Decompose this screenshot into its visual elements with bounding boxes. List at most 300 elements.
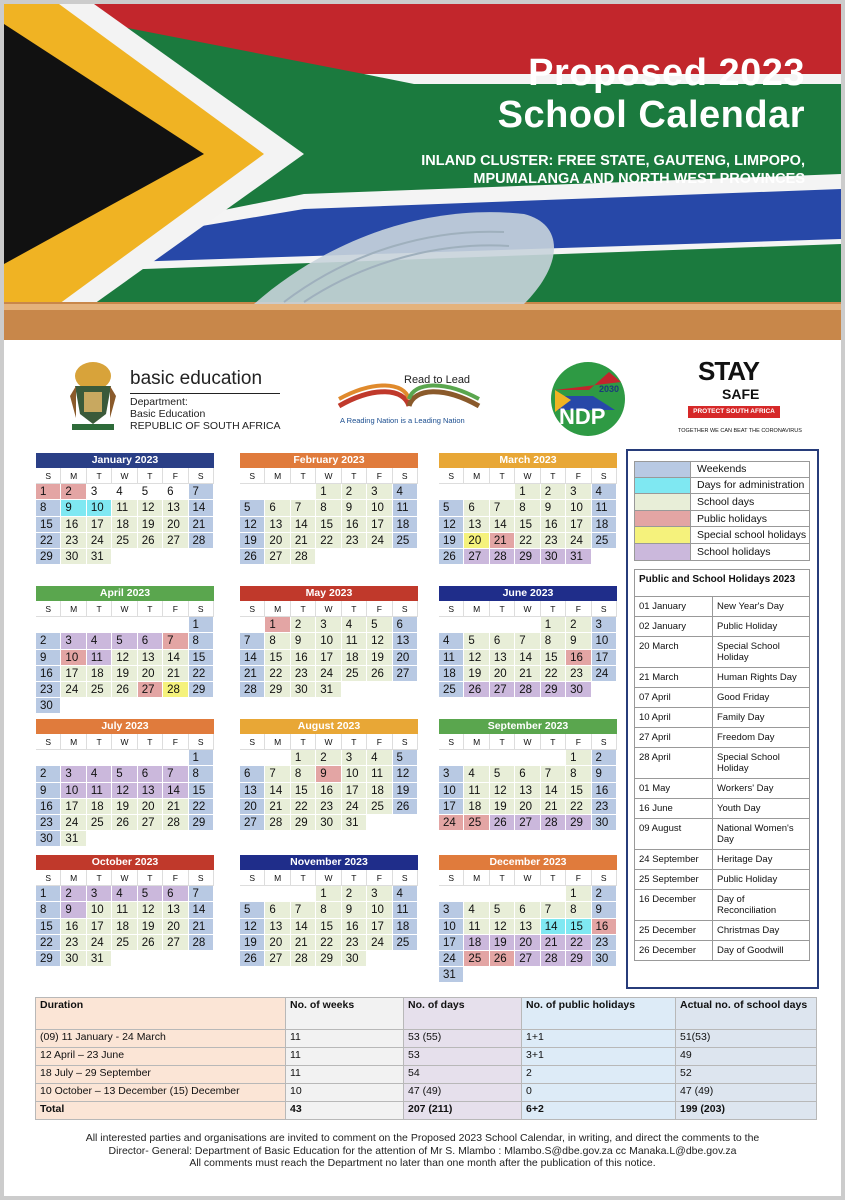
weekday-header: T [87, 870, 112, 886]
duration-table [35, 997, 817, 1120]
holiday-date: 09 August [635, 819, 713, 849]
weekday-header: S [189, 734, 214, 750]
day-cell [163, 698, 188, 714]
header-cell: No. of days [404, 998, 522, 1030]
day-cell: 13 [393, 633, 418, 649]
week-row [240, 666, 418, 682]
holiday-name: Good Friday [717, 692, 770, 703]
month-calendar [240, 586, 418, 698]
day-cell: 17 [316, 650, 341, 666]
day-cell: 30 [316, 815, 341, 831]
weekday-header: S [592, 734, 617, 750]
day-cell [265, 886, 290, 902]
weekday-header: S [393, 601, 418, 617]
week-row [36, 951, 214, 967]
day-cell: 13 [265, 919, 290, 935]
day-cell: 26 [240, 549, 265, 565]
week-row [36, 666, 214, 682]
day-cell: 25 [439, 682, 464, 698]
day-cell: 24 [316, 666, 341, 682]
day-cell [515, 617, 540, 633]
day-cell: 23 [592, 799, 617, 815]
holiday-row [634, 819, 810, 850]
day-cell: 22 [316, 935, 341, 951]
day-cell: 14 [291, 919, 316, 935]
ndp-year: 2030 [599, 384, 620, 394]
holiday-date: 21 March [635, 668, 713, 687]
day-cell: 16 [592, 783, 617, 799]
holiday-row [634, 597, 810, 617]
holiday-name: Freedom Day [717, 732, 775, 743]
day-cell: 4 [464, 766, 489, 782]
day-cell: 19 [464, 666, 489, 682]
day-cell [592, 682, 617, 698]
day-cell: 24 [342, 799, 367, 815]
day-cell: 17 [367, 517, 392, 533]
day-cell: 30 [36, 698, 61, 714]
day-cell: 21 [240, 666, 265, 682]
day-cell [112, 549, 137, 565]
day-cell: 3 [566, 484, 591, 500]
day-cell: 8 [316, 902, 341, 918]
day-cell [189, 698, 214, 714]
week-row [439, 549, 617, 565]
day-cell: 5 [464, 633, 489, 649]
day-cell: 17 [61, 799, 86, 815]
week-row [439, 484, 617, 500]
day-cell [490, 617, 515, 633]
day-cell: 12 [464, 650, 489, 666]
de-line-1: Department: [130, 396, 188, 408]
weekday-header: T [541, 734, 566, 750]
holiday-row [634, 921, 810, 941]
day-cell: 16 [592, 919, 617, 935]
rtl-title: Read to Lead [404, 374, 471, 386]
day-cell: 13 [138, 650, 163, 666]
week-row [240, 799, 418, 815]
week-row [240, 750, 418, 766]
day-cell: 11 [439, 650, 464, 666]
day-cell [566, 967, 591, 983]
day-cell: 27 [393, 666, 418, 682]
day-cell [189, 951, 214, 967]
cell: 6+2 [522, 1102, 676, 1120]
day-cell: 18 [87, 666, 112, 682]
weekday-header: T [342, 601, 367, 617]
day-cell: 17 [342, 783, 367, 799]
day-cell: 29 [189, 682, 214, 698]
day-cell: 1 [566, 886, 591, 902]
day-cell: 27 [138, 682, 163, 698]
day-cell [189, 549, 214, 565]
day-cell [265, 484, 290, 500]
total-row [36, 1102, 817, 1120]
cell: 53 [404, 1048, 522, 1066]
day-cell: 25 [87, 682, 112, 698]
day-cell: 1 [189, 617, 214, 633]
day-cell: 1 [189, 750, 214, 766]
day-cell: 24 [566, 533, 591, 549]
week-row [439, 666, 617, 682]
day-cell: 6 [515, 766, 540, 782]
day-cell: 8 [36, 500, 61, 516]
day-cell [112, 831, 137, 847]
holiday-date: 02 January [635, 617, 713, 636]
day-cell: 18 [112, 919, 137, 935]
holiday-date: 26 December [635, 941, 713, 960]
weekday-header: W [515, 734, 540, 750]
day-cell [490, 967, 515, 983]
header-cell: No. of weeks [286, 998, 404, 1030]
day-cell: 22 [541, 666, 566, 682]
header-cell: Actual no. of school days [676, 998, 817, 1030]
cell: 11 [286, 1030, 404, 1048]
day-cell: 26 [439, 549, 464, 565]
day-cell [342, 682, 367, 698]
day-cell: 17 [566, 517, 591, 533]
day-cell: 21 [163, 799, 188, 815]
day-cell: 2 [36, 766, 61, 782]
day-cell: 6 [163, 484, 188, 500]
day-cell: 10 [566, 500, 591, 516]
day-cell: 7 [541, 766, 566, 782]
week-row [439, 766, 617, 782]
day-cell: 16 [342, 517, 367, 533]
month-title: August 2023 [240, 719, 418, 734]
month-calendar [240, 855, 418, 967]
day-cell: 20 [490, 666, 515, 682]
month-calendar [36, 586, 214, 714]
day-cell [163, 750, 188, 766]
weekday-header: F [566, 468, 591, 484]
day-cell: 21 [163, 666, 188, 682]
month-title: July 2023 [36, 719, 214, 734]
day-cell: 5 [112, 633, 137, 649]
day-cell [87, 831, 112, 847]
day-cell: 27 [265, 549, 290, 565]
week-row [240, 500, 418, 516]
day-cell: 10 [61, 783, 86, 799]
day-cell [163, 951, 188, 967]
weekday-header: W [515, 870, 540, 886]
weekday-header: W [316, 734, 341, 750]
day-cell: 18 [87, 799, 112, 815]
day-cell: 25 [393, 533, 418, 549]
week-row [36, 815, 214, 831]
day-cell: 21 [291, 935, 316, 951]
day-cell: 8 [566, 766, 591, 782]
day-cell: 17 [439, 935, 464, 951]
day-cell [439, 484, 464, 500]
weekday-header: T [490, 870, 515, 886]
day-cell: 1 [36, 886, 61, 902]
day-cell: 13 [515, 783, 540, 799]
weekday-header: F [566, 734, 591, 750]
day-cell: 10 [367, 500, 392, 516]
day-cell: 8 [189, 633, 214, 649]
week-row [240, 617, 418, 633]
day-cell: 6 [265, 500, 290, 516]
day-cell: 25 [592, 533, 617, 549]
week-row [36, 750, 214, 766]
legend-item [634, 511, 810, 528]
day-cell [515, 750, 540, 766]
day-cell: 5 [138, 886, 163, 902]
day-cell: 20 [138, 799, 163, 815]
day-cell: 19 [490, 935, 515, 951]
table-row [36, 1048, 817, 1066]
day-cell: 7 [541, 902, 566, 918]
day-cell: 8 [515, 500, 540, 516]
week-row [240, 815, 418, 831]
day-cell: 15 [291, 783, 316, 799]
day-cell [138, 951, 163, 967]
day-cell: 29 [189, 815, 214, 831]
weekday-header: S [189, 601, 214, 617]
weekday-header: W [112, 870, 137, 886]
cell: 11 [286, 1048, 404, 1066]
day-cell: 19 [240, 935, 265, 951]
day-cell: 30 [36, 831, 61, 847]
week-row [36, 766, 214, 782]
day-cell: 15 [566, 919, 591, 935]
day-cell: 28 [541, 951, 566, 967]
day-cell: 5 [367, 617, 392, 633]
day-cell: 2 [316, 750, 341, 766]
day-cell: 6 [138, 633, 163, 649]
day-cell: 5 [240, 500, 265, 516]
day-cell: 13 [490, 650, 515, 666]
table-row [36, 1084, 817, 1102]
weekday-header: T [291, 601, 316, 617]
weekday-header: M [265, 601, 290, 617]
month-title: October 2023 [36, 855, 214, 870]
day-cell: 15 [316, 517, 341, 533]
table-row [36, 1030, 817, 1048]
day-cell: 28 [189, 935, 214, 951]
weekday-header-row [439, 468, 617, 484]
day-cell: 4 [342, 617, 367, 633]
day-cell: 31 [87, 951, 112, 967]
weekday-header: M [464, 468, 489, 484]
day-cell: 18 [464, 799, 489, 815]
day-cell: 10 [316, 633, 341, 649]
day-cell [592, 549, 617, 565]
day-cell: 1 [291, 750, 316, 766]
day-cell: 9 [61, 500, 86, 516]
day-cell: 15 [541, 650, 566, 666]
legend-swatch [635, 544, 691, 560]
weekday-header-row [240, 870, 418, 886]
day-cell: 27 [464, 549, 489, 565]
weekday-header: T [541, 601, 566, 617]
weekday-header: T [541, 468, 566, 484]
day-cell: 9 [541, 500, 566, 516]
day-cell: 29 [36, 951, 61, 967]
day-cell: 24 [87, 533, 112, 549]
legend-swatch [635, 478, 691, 494]
holiday-date: 01 May [635, 779, 713, 798]
day-cell [464, 886, 489, 902]
day-cell: 21 [265, 799, 290, 815]
day-cell [112, 617, 137, 633]
day-cell: 11 [112, 500, 137, 516]
weekday-header: S [439, 468, 464, 484]
day-cell: 26 [240, 951, 265, 967]
week-row [36, 484, 214, 500]
day-cell: 3 [61, 633, 86, 649]
holiday-name: Youth Day [717, 803, 761, 814]
day-cell: 8 [291, 766, 316, 782]
month-calendar [439, 719, 617, 831]
holiday-row [634, 728, 810, 748]
weekday-header: F [163, 601, 188, 617]
week-row [439, 682, 617, 698]
day-cell [342, 549, 367, 565]
day-cell: 4 [393, 886, 418, 902]
day-cell: 11 [367, 766, 392, 782]
day-cell: 14 [515, 650, 540, 666]
day-cell: 25 [393, 935, 418, 951]
month-title: February 2023 [240, 453, 418, 468]
de-divider [130, 393, 280, 394]
holiday-date: 27 April [635, 728, 713, 747]
week-row [240, 517, 418, 533]
day-cell: 16 [291, 650, 316, 666]
day-cell [189, 831, 214, 847]
legend-item [634, 461, 810, 478]
weekday-header-row [240, 468, 418, 484]
holiday-row [634, 688, 810, 708]
de-title: basic education [130, 368, 263, 389]
weekday-header: T [138, 468, 163, 484]
day-cell [163, 831, 188, 847]
day-cell: 23 [36, 815, 61, 831]
week-row [36, 902, 214, 918]
weekday-header: T [342, 734, 367, 750]
week-row [240, 484, 418, 500]
day-cell: 6 [490, 633, 515, 649]
day-cell: 11 [87, 650, 112, 666]
day-cell: 21 [490, 533, 515, 549]
day-cell [541, 967, 566, 983]
day-cell: 29 [265, 682, 290, 698]
day-cell: 8 [189, 766, 214, 782]
day-cell: 27 [163, 533, 188, 549]
weekday-header: S [592, 870, 617, 886]
hero-banner [4, 4, 841, 340]
day-cell: 21 [515, 666, 540, 682]
day-cell: 6 [163, 886, 188, 902]
holiday-date: 10 April [635, 708, 713, 727]
day-cell: 3 [87, 886, 112, 902]
day-cell: 26 [464, 682, 489, 698]
holiday-name: Heritage Day [717, 854, 773, 865]
weekday-header: S [36, 601, 61, 617]
weekday-header: M [464, 601, 489, 617]
day-cell: 24 [367, 935, 392, 951]
read-to-lead-logo [334, 366, 484, 432]
day-cell: 20 [265, 935, 290, 951]
day-cell: 19 [240, 533, 265, 549]
day-cell: 3 [87, 484, 112, 500]
calendar-document [4, 4, 841, 1196]
day-cell: 29 [566, 951, 591, 967]
legend-item [634, 478, 810, 495]
legend-label: Special school holidays [697, 529, 807, 542]
ndp-text: NDP [559, 404, 606, 429]
weekday-header-row [36, 601, 214, 617]
weekday-header: S [240, 601, 265, 617]
day-cell: 2 [592, 750, 617, 766]
day-cell: 25 [112, 533, 137, 549]
day-cell: 9 [291, 633, 316, 649]
day-cell: 25 [464, 951, 489, 967]
weekday-header: S [36, 870, 61, 886]
day-cell: 4 [393, 484, 418, 500]
day-cell [265, 750, 290, 766]
day-cell: 18 [464, 935, 489, 951]
day-cell: 2 [592, 886, 617, 902]
weekday-header: M [464, 734, 489, 750]
day-cell: 26 [112, 815, 137, 831]
weekday-header: S [393, 870, 418, 886]
holiday-row [634, 708, 810, 728]
day-cell: 24 [61, 815, 86, 831]
day-cell: 28 [163, 682, 188, 698]
weekday-header: T [291, 870, 316, 886]
day-cell: 19 [490, 799, 515, 815]
day-cell: 12 [112, 783, 137, 799]
day-cell [291, 484, 316, 500]
holiday-date: 25 September [635, 870, 713, 889]
day-cell: 16 [566, 650, 591, 666]
week-row [36, 633, 214, 649]
cell: 11 [286, 1066, 404, 1084]
day-cell: 3 [592, 617, 617, 633]
day-cell: 12 [240, 919, 265, 935]
day-cell: 1 [316, 484, 341, 500]
day-cell: 26 [138, 935, 163, 951]
day-cell: 1 [36, 484, 61, 500]
week-row [36, 831, 214, 847]
day-cell [367, 549, 392, 565]
day-cell: 29 [291, 815, 316, 831]
day-cell: 11 [464, 783, 489, 799]
day-cell: 14 [541, 783, 566, 799]
day-cell: 23 [316, 799, 341, 815]
cell: 1+1 [522, 1030, 676, 1048]
day-cell [464, 484, 489, 500]
day-cell: 7 [291, 902, 316, 918]
month-calendar [36, 453, 214, 565]
holiday-row [634, 890, 810, 921]
day-cell: 4 [439, 633, 464, 649]
header-cell: No. of public holidays [522, 998, 676, 1030]
day-cell: 31 [566, 549, 591, 565]
day-cell [464, 750, 489, 766]
weekday-header: T [490, 468, 515, 484]
day-cell: 20 [393, 650, 418, 666]
day-cell: 2 [61, 886, 86, 902]
week-row [36, 682, 214, 698]
holiday-date: 25 December [635, 921, 713, 940]
day-cell: 11 [592, 500, 617, 516]
day-cell: 25 [367, 799, 392, 815]
footer-line-2: Director- General: Department of Basic Education for the attention of Mr S. Mlambo : Mlambo.S@dbe.gov.za cc Manaka.L@dbe.gov.za [108, 1144, 737, 1157]
title-line-2: School Calendar [497, 94, 805, 136]
day-cell: 16 [316, 783, 341, 799]
